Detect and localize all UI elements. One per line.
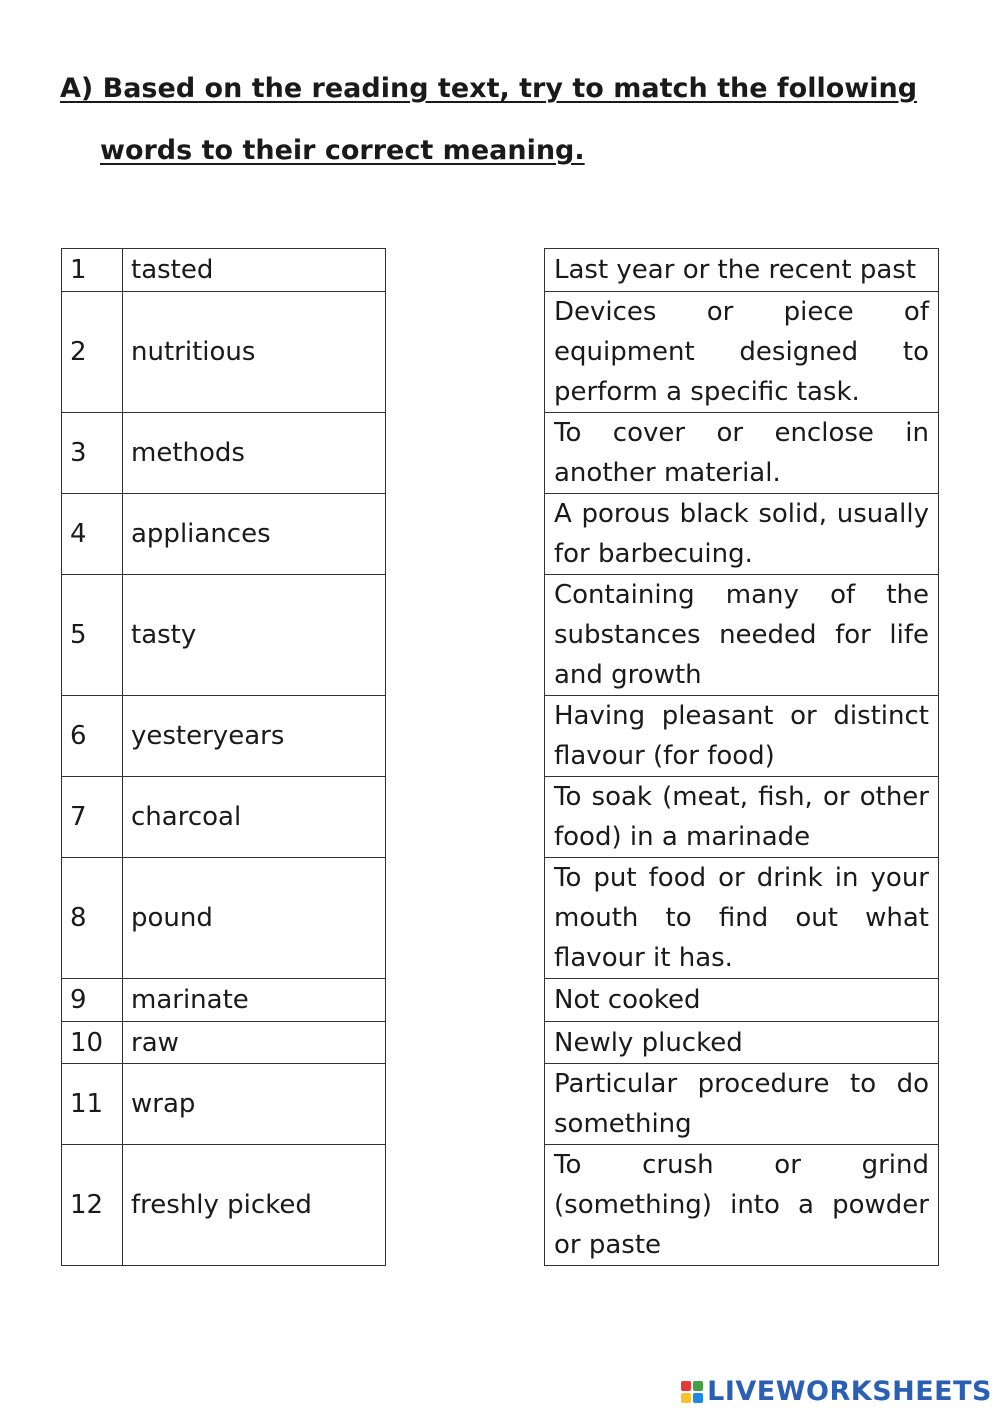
word-text: marinate bbox=[123, 979, 386, 1022]
logo-square-4 bbox=[693, 1393, 703, 1403]
word-row bbox=[62, 1064, 386, 1145]
liveworksheets-logo bbox=[681, 1376, 992, 1407]
meaning-text: To put food or drink in your mouth to find out what flavour it has. bbox=[545, 858, 939, 979]
word-text: tasted bbox=[123, 249, 386, 292]
logo-square-1 bbox=[681, 1381, 691, 1391]
meaning-row bbox=[545, 1145, 939, 1266]
instructions bbox=[60, 58, 940, 182]
word-number: 3 bbox=[62, 413, 123, 494]
word-row bbox=[62, 575, 386, 696]
word-number: 6 bbox=[62, 696, 123, 777]
word-number: 10 bbox=[62, 1022, 123, 1064]
word-row bbox=[62, 494, 386, 575]
logo-square-2 bbox=[693, 1381, 703, 1391]
meaning-text: A porous black solid, usually for barbecuing. bbox=[545, 494, 939, 575]
word-text: nutritious bbox=[123, 292, 386, 413]
meaning-text: Not cooked bbox=[545, 979, 939, 1022]
word-text: yesteryears bbox=[123, 696, 386, 777]
word-text: charcoal bbox=[123, 777, 386, 858]
meaning-row bbox=[545, 696, 939, 777]
word-number: 9 bbox=[62, 979, 123, 1022]
logo-text: LIVEWORKSHEETS bbox=[707, 1376, 992, 1407]
meaning-row bbox=[545, 494, 939, 575]
meaning-text: Particular procedure to do something bbox=[545, 1064, 939, 1145]
meaning-row bbox=[545, 249, 939, 292]
meaning-text: Last year or the recent past bbox=[545, 249, 939, 292]
meaning-row bbox=[545, 777, 939, 858]
word-text: wrap bbox=[123, 1064, 386, 1145]
meaning-row bbox=[545, 413, 939, 494]
meaning-row bbox=[545, 858, 939, 979]
logo-square-3 bbox=[681, 1393, 691, 1403]
word-row bbox=[62, 696, 386, 777]
word-row bbox=[62, 858, 386, 979]
meaning-row bbox=[545, 292, 939, 413]
meaning-text: Newly plucked bbox=[545, 1022, 939, 1064]
word-text: freshly picked bbox=[123, 1145, 386, 1266]
meaning-text: Devices or piece of equipment designed to perform a specific task. bbox=[545, 292, 939, 413]
word-row bbox=[62, 1022, 386, 1064]
word-text: appliances bbox=[123, 494, 386, 575]
word-text: raw bbox=[123, 1022, 386, 1064]
word-row bbox=[62, 249, 386, 292]
meaning-row bbox=[545, 1064, 939, 1145]
word-number: 11 bbox=[62, 1064, 123, 1145]
word-number: 5 bbox=[62, 575, 123, 696]
word-number: 12 bbox=[62, 1145, 123, 1266]
meaning-text: Containing many of the substances needed for life and growth bbox=[545, 575, 939, 696]
word-row bbox=[62, 777, 386, 858]
word-row bbox=[62, 1145, 386, 1266]
instruction-line-1: A) Based on the reading text, try to match the following bbox=[60, 73, 918, 104]
meaning-text: To crush or grind (something) into a powder or paste bbox=[545, 1145, 939, 1266]
meanings-table bbox=[544, 248, 939, 1266]
word-text: pound bbox=[123, 858, 386, 979]
meaning-row bbox=[545, 1022, 939, 1064]
word-number: 4 bbox=[62, 494, 123, 575]
word-row bbox=[62, 413, 386, 494]
logo-mark-icon bbox=[681, 1381, 703, 1403]
word-number: 1 bbox=[62, 249, 123, 292]
word-text: tasty bbox=[123, 575, 386, 696]
meaning-text: To cover or enclose in another material. bbox=[545, 413, 939, 494]
meaning-text: To soak (meat, fish, or other food) in a marinade bbox=[545, 777, 939, 858]
instruction-line-2: words to their correct meaning. bbox=[100, 135, 585, 166]
meaning-text: Having pleasant or distinct flavour (for food) bbox=[545, 696, 939, 777]
word-number: 2 bbox=[62, 292, 123, 413]
meaning-row bbox=[545, 979, 939, 1022]
word-row bbox=[62, 292, 386, 413]
words-table bbox=[61, 248, 386, 1266]
word-text: methods bbox=[123, 413, 386, 494]
word-number: 7 bbox=[62, 777, 123, 858]
meaning-row bbox=[545, 575, 939, 696]
word-row bbox=[62, 979, 386, 1022]
word-number: 8 bbox=[62, 858, 123, 979]
